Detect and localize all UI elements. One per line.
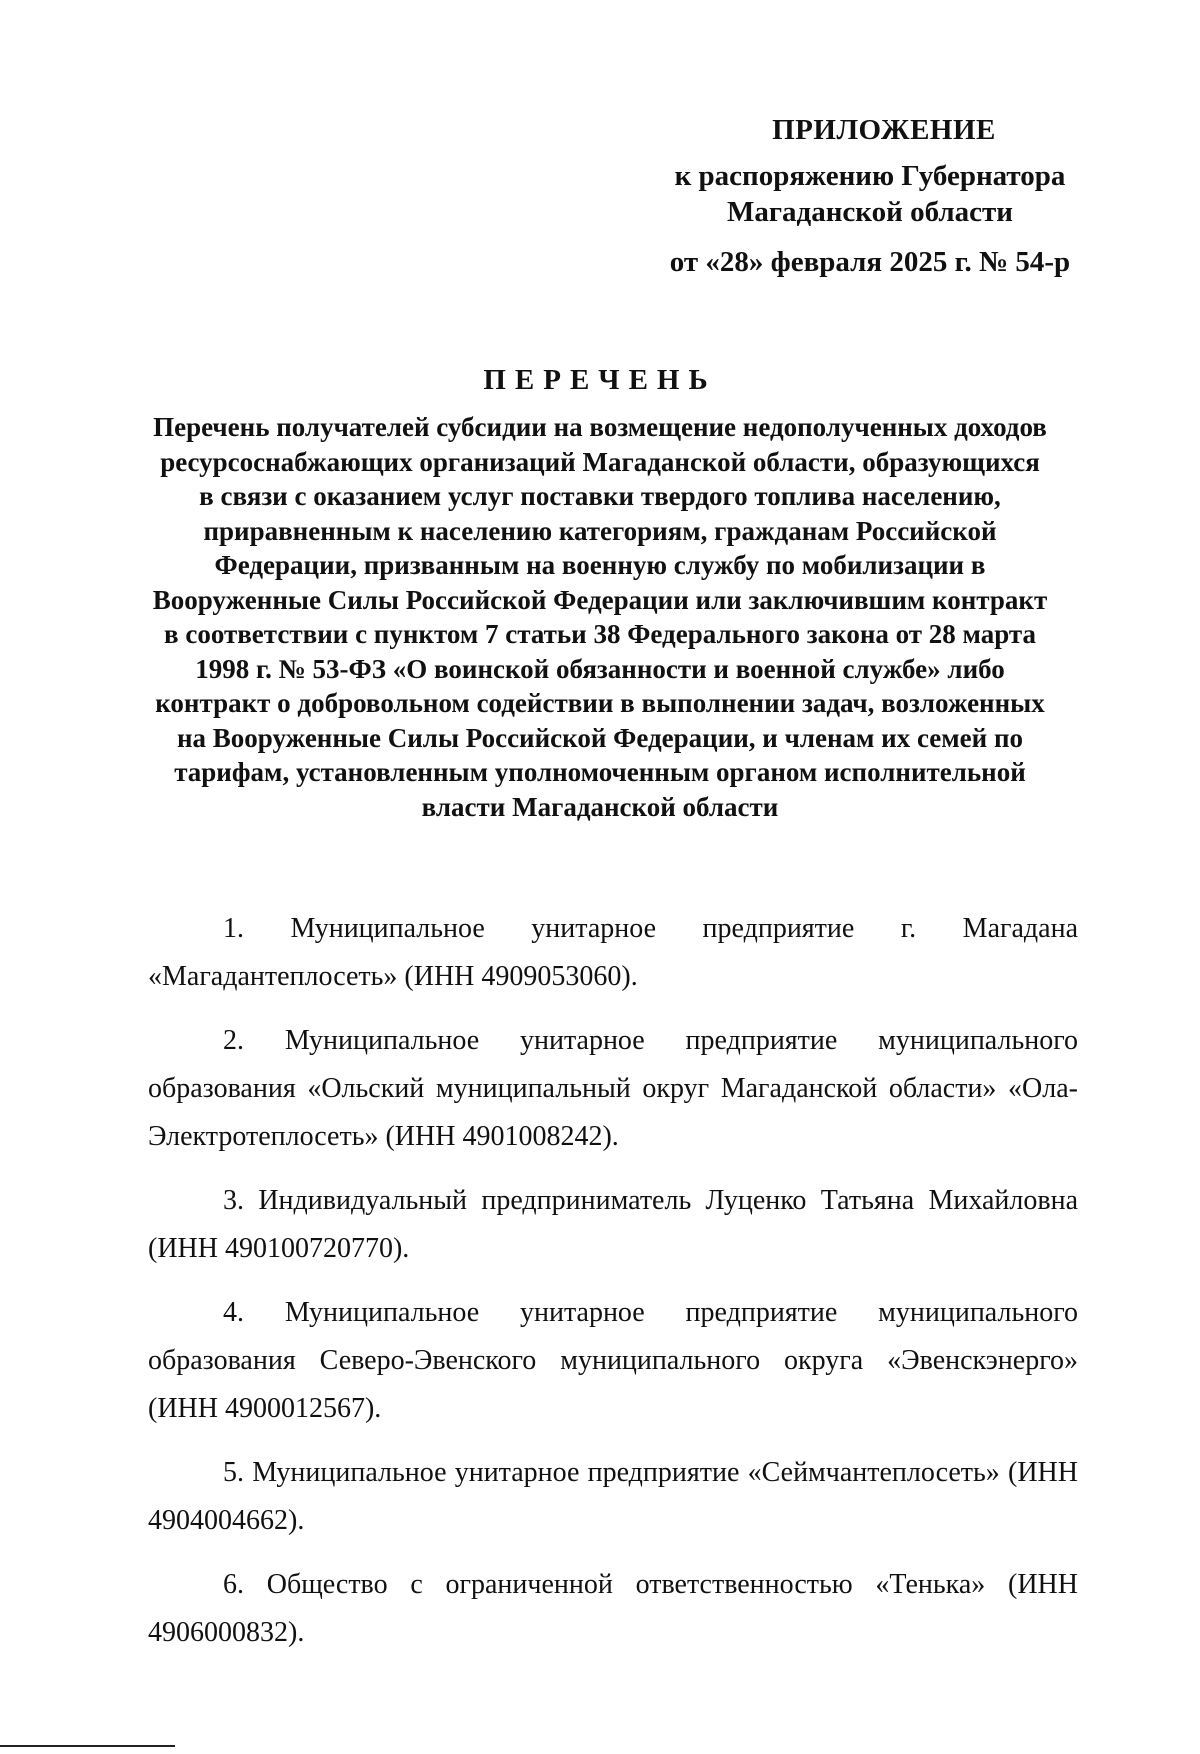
appendix-header	[600, 112, 1140, 280]
order-reference-line-2: Магаданской области	[727, 196, 1013, 228]
list-item: 2. Муниципальное унитарное предприятие муниципального образования «Ольский муниципальный округ Магаданской области» «Ола-Электротеплосеть» (ИНН 4901008242).	[148, 1025, 1078, 1152]
order-reference-line-1: к распоряжению Губернатора	[674, 160, 1066, 192]
page-bottom-rule	[0, 1745, 175, 1747]
order-date: от «28» февраля 2025 г. № 54-р	[669, 246, 1071, 278]
list-item: 6. Общество с ограниченной ответственностью «Тенька» (ИНН 4906000832).	[148, 1569, 1078, 1648]
appendix-title: ПРИЛОЖЕНИЕ	[772, 114, 996, 146]
list-item: 3. Индивидуальный предприниматель Луценко Татьяна Михайловна (ИНН 490100720770).	[148, 1185, 1078, 1264]
list-item: 1. Муниципальное унитарное предприятие г. Магадана «Магадантеплосеть» (ИНН 4909053060).	[148, 913, 1078, 992]
list-item: 4. Муниципальное унитарное предприятие муниципального образования Северо-Эвенского муниципального округа «Эвенскэнерго» (ИНН 4900012567).	[148, 1297, 1078, 1424]
recipients-list	[148, 905, 1078, 1673]
list-description: Перечень получателей субсидии на возмещение недополученных доходов ресурсоснабжающих организаций Магаданской области, образующихся в связи с оказанием услуг поставки твердого топлива населению, приравненным к населению категориям, гражданам Российской Федерации, призванным на военную службу по мобилизации в Вооруженные Силы Российской Федерации или заключившим контракт в соответствии с пунктом 7 статьи 38 Федерального закона от 28 марта 1998 г. № 53-ФЗ «О воинской обязанности и военной службе» либо контракт о добровольном содействии в выполнении задач, возложенных на Вооруженные Силы Российской Федерации, и членам их семей по тарифам, установленным уполномоченным органом исполнительной власти Магаданской области	[152, 412, 1048, 822]
list-item: 5. Муниципальное унитарное предприятие «Сеймчантеплосеть» (ИНН 4904004662).	[148, 1457, 1078, 1536]
list-heading: ПЕРЕЧЕНЬ	[483, 364, 717, 396]
